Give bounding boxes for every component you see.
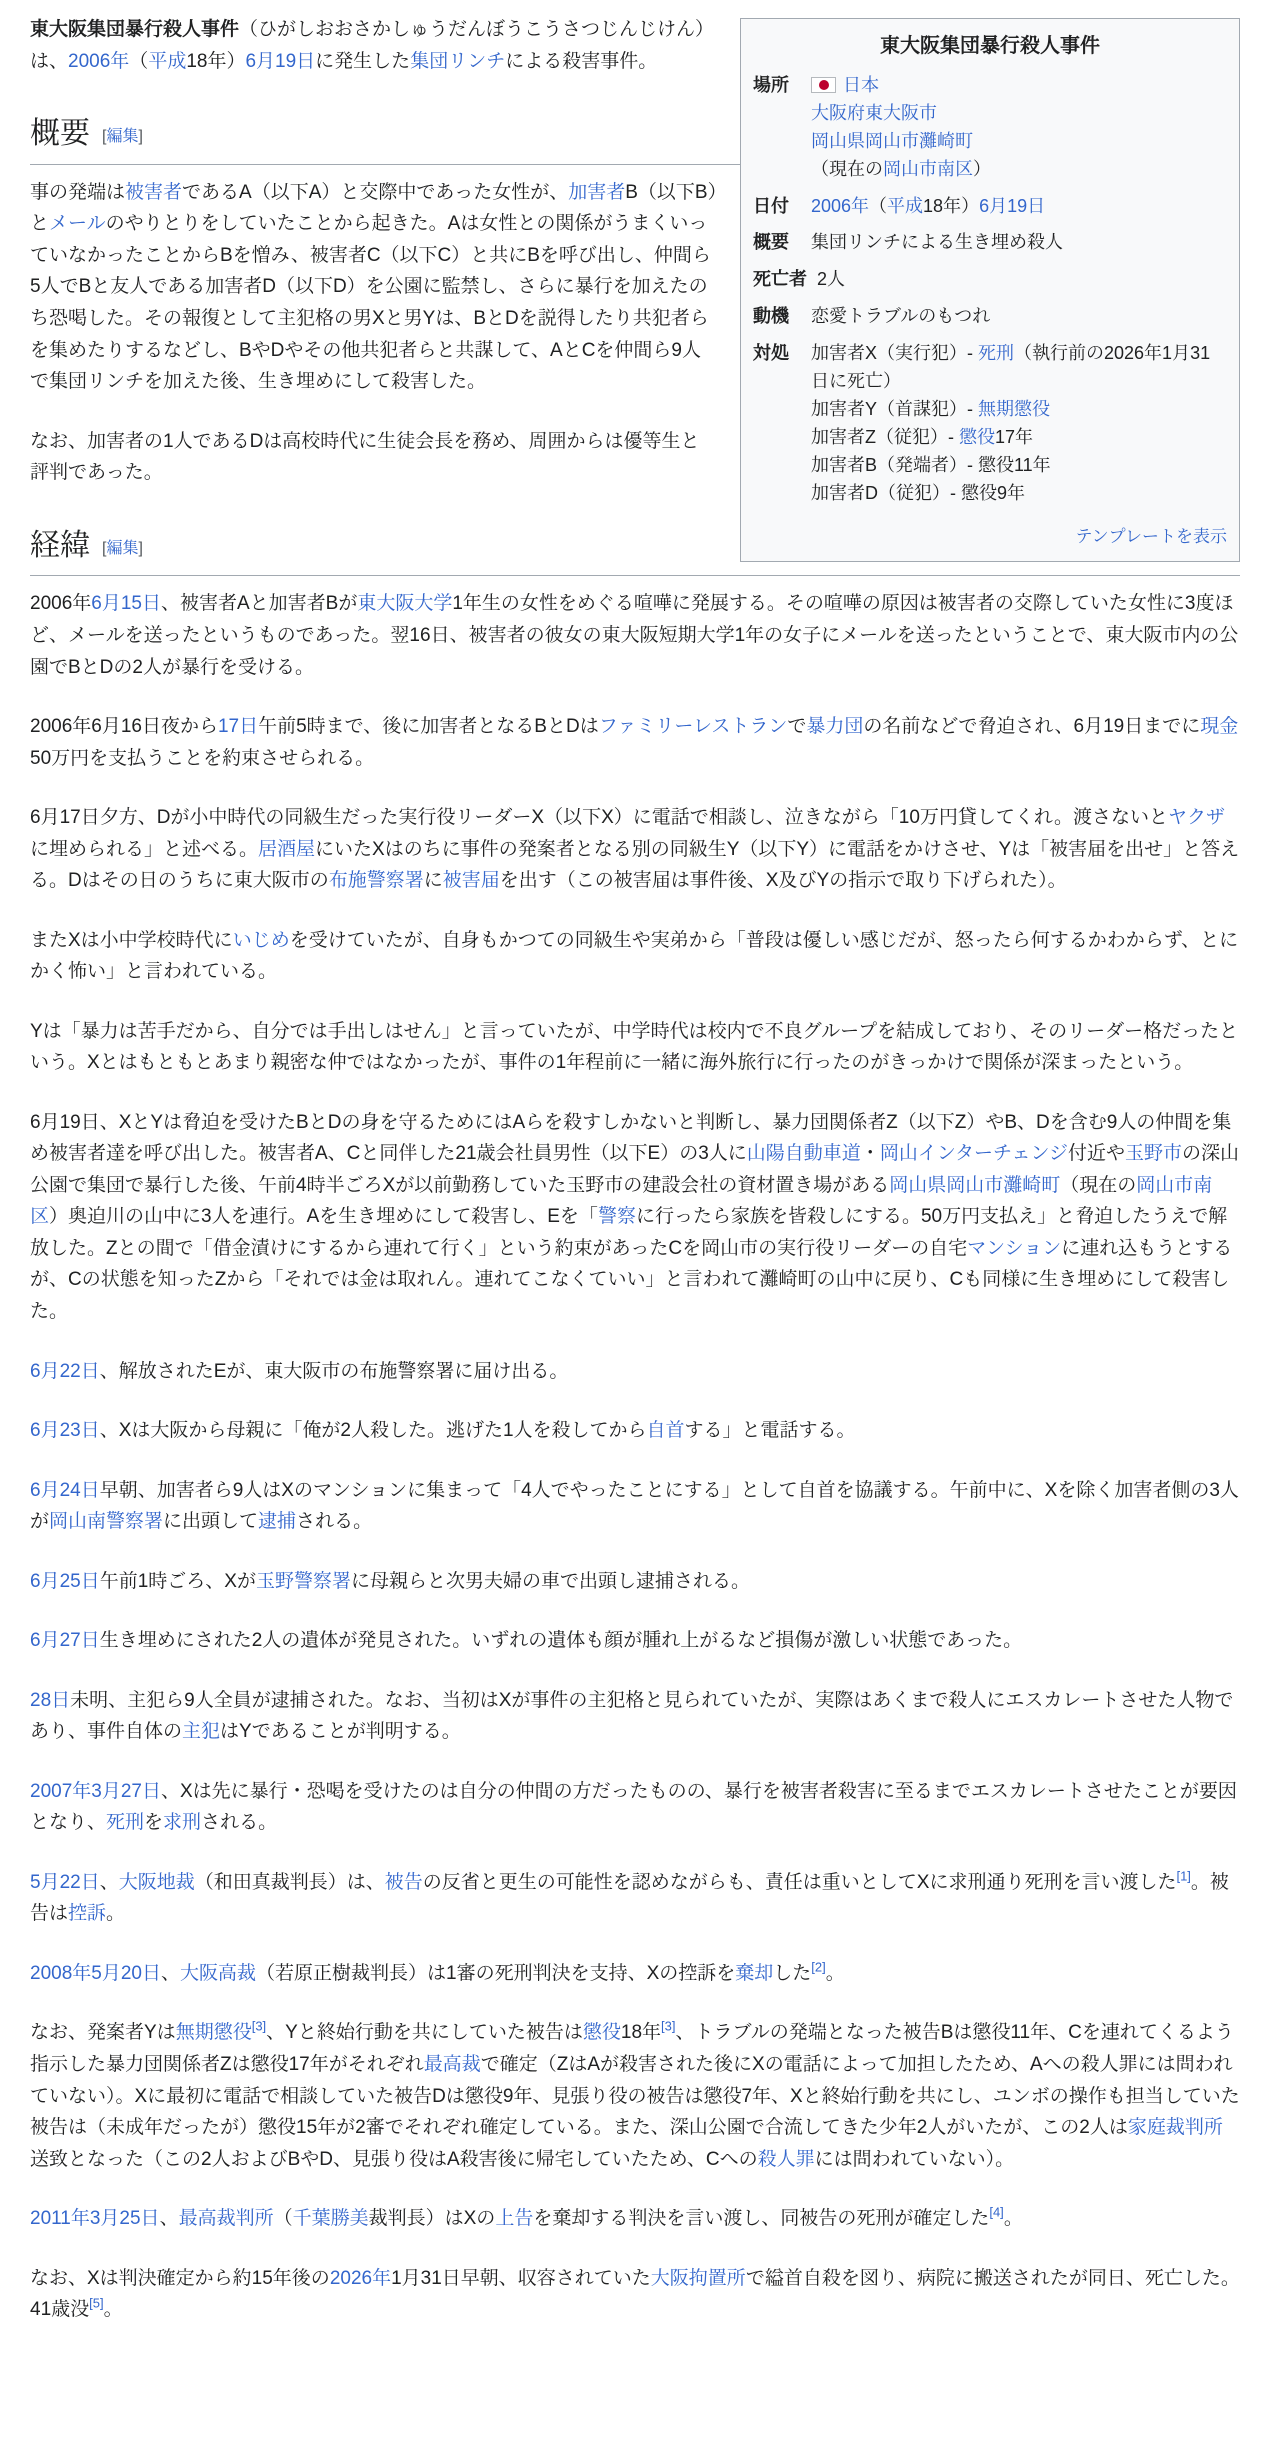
infobox-value-line: 2006年（平成18年）6月19日 <box>811 195 1046 216</box>
wiki-link[interactable]: 警察 <box>597 1206 636 1228</box>
paragraph: 2006年6月16日夜から17日午前5時まで、後に加害者となるBとDはファミリーレストランで暴力団の名前などで脅迫され、6月19日までに現金50万円を支払うことを約束させられる。 <box>30 716 1239 769</box>
wiki-link[interactable]: 大阪府東大阪市 <box>811 102 937 123</box>
paragraph: なお、Xは判決確定から約15年後の2026年1月31日早朝、収容されていた大阪拘置所で縊首自殺を図り、病院に搬送されたが同日、死亡した。41歳没[5]。 <box>30 2267 1240 2321</box>
wiki-link[interactable]: 被告 <box>384 1871 423 1893</box>
wiki-link[interactable]: 6月19日 <box>979 195 1046 216</box>
infobox-label: 日付 <box>753 195 789 216</box>
wiki-link[interactable]: 居酒屋 <box>258 838 316 860</box>
wiki-link[interactable]: 岡山県岡山市灘崎町 <box>811 130 973 151</box>
infobox-row <box>753 229 1227 257</box>
paragraph: 6月25日午前1時ごろ、Xが玉野警察署に母親らと次男夫婦の車で出頭し逮捕される。 <box>30 1570 750 1592</box>
wiki-link[interactable]: 山陽自動車道 <box>746 1143 861 1165</box>
reference-link[interactable]: [3] <box>251 2019 267 2035</box>
infobox-footer <box>753 516 1227 550</box>
wiki-link[interactable]: 平成 <box>148 50 187 72</box>
paragraph: 6月19日、XとYは脅迫を受けたBとDの身を守るためにはAらを殺すしかないと判断し、暴力団関係者Z（以下Z）やB、Dを含む9人の仲間を集め被害者達を呼び出した。被害者A、Cと同伴した21歳会社員男性（以下E）の3人に山陽自動車道・岡山インターチェンジ付近や玉野市の深山公園で集団で暴行した後、午前4時半ごろXが以前勤務していた玉野市の建設会社の資材置き場がある岡山県岡山市灘崎町（現在の岡山市南区）奥迫川の山中に3人を連行。Aを生き埋めにして殺害し、Eを「警察に行ったら家族を皆殺しにする。50万円支払え」と脅迫したうえで解放した。Zとの間で「借金漬けにするから連れて行く」という約束があったCを岡山市の実行役リーダーの自宅マンションに連れ込もうとするが、Cの状態を知ったZから「それでは金は取れん。連れてこなくていい」と言われて灘崎町の山中に戻り、Cも同様に生き埋めにして殺害した。 <box>30 1111 1240 1322</box>
wiki-link[interactable]: 集団リンチ <box>410 50 506 72</box>
infobox-row <box>753 340 1227 507</box>
paragraph: 6月24日早朝、加害者ら9人はXのマンションに集まって「4人でやったことにする」として自首を協議する。午前中に、Xを除く加害者側の3人が岡山南警察署に出頭して逮捕される。 <box>30 1479 1239 1533</box>
infobox-value <box>811 72 1227 184</box>
wiki-link[interactable]: 6月27日 <box>30 1630 100 1652</box>
infobox-row <box>753 266 1227 294</box>
wiki-link[interactable]: 2006年 <box>68 50 130 72</box>
wiki-link[interactable]: 被害者 <box>125 181 183 203</box>
paragraph: 28日未明、主犯ら9人全員が逮捕された。なお、当初はXが事件の主犯格と見られていたが、実際はあくまで殺人にエスカレートさせた人物であり、事件自体の主犯はYであることが判明する。 <box>30 1689 1234 1743</box>
infobox-row <box>753 193 1227 221</box>
wiki-link[interactable]: 最高裁判所 <box>178 2208 274 2230</box>
section-heading-text: 経緯 <box>30 528 90 562</box>
wiki-link[interactable]: 東大阪大学 <box>357 593 453 615</box>
wiki-link[interactable]: 岡山インターチェンジ <box>879 1143 1069 1165</box>
infobox-value-line <box>811 100 1227 128</box>
wiki-link[interactable]: 2007年3月27日 <box>30 1780 161 1802</box>
wiki-link[interactable]: 大阪地裁 <box>118 1871 195 1893</box>
reference-marker <box>989 2205 1003 2220</box>
infobox-value <box>811 193 1227 221</box>
wiki-link[interactable]: 被害届 <box>442 870 500 892</box>
paragraph: またXは小中学校時代にいじめを受けていたが、自身もかつての同級生や実弟から「普段は優しい感じだが、怒ったら何するかわからず、とにかく怖い」と言われている。 <box>30 929 1239 983</box>
wiki-link[interactable]: 6月23日 <box>30 1420 100 1442</box>
infobox-value <box>811 303 1227 331</box>
paragraph: 6月23日、Xは大阪から母親に「俺が2人殺した。逃げた1人を殺してから自首する」と電話する。 <box>30 1420 856 1442</box>
paragraph: なお、加害者の1人であるDは高校時代に生徒会長を務め、周囲からは優等生と評判であった。 <box>30 430 700 484</box>
reference-link[interactable]: [3] <box>661 2019 676 2035</box>
infobox-row <box>753 303 1227 331</box>
section-heading-text: 概要 <box>30 117 90 151</box>
wiki-link[interactable]: 玉野警察署 <box>255 1570 351 1592</box>
infobox-value-line <box>811 72 1227 100</box>
reference-marker <box>661 2019 675 2034</box>
wiki-link[interactable]: 5月22日 <box>30 1871 100 1893</box>
wiki-link[interactable]: 布施警察署 <box>328 870 424 892</box>
paragraph: 5月22日、大阪地裁（和田真裁判長）は、被告の反省と更生の可能性を認めながらも、責任は重いとしてXに求刑通り死刑を言い渡した[1]。被告は控訴。 <box>30 1868 1229 1925</box>
wiki-link[interactable]: 逮捕 <box>258 1511 297 1533</box>
paragraph: 2006年6月15日、被害者Aと加害者Bが東大阪大学1年生の女性をめぐる喧嘩に発展する。その喧嘩の原因は被害者の交際していた女性に3度ほど、メールを送ったというものであった。翌16日、被害者の彼女の東大阪短期大学1年の女子にメールを送ったということで、東大阪市内の公園でBとDの2人が暴行を受ける。 <box>30 593 1239 678</box>
template-view-link[interactable]: テンプレートを表示 <box>1075 527 1227 547</box>
edit-section: [編集] <box>102 539 143 557</box>
infobox-value-line: 加害者Y（首謀犯）- 無期懲役 <box>811 398 1051 419</box>
wiki-link[interactable]: 控訴 <box>68 1903 107 1925</box>
wiki-link[interactable]: 現金 <box>1200 716 1239 738</box>
wiki-link[interactable]: 主犯 <box>182 1721 221 1743</box>
infobox-value <box>811 229 1227 257</box>
wiki-link[interactable]: 無期懲役 <box>175 2022 252 2044</box>
wiki-link[interactable]: 2026年 <box>329 2267 392 2289</box>
reference-link[interactable]: [1] <box>1176 1868 1191 1884</box>
infobox-value-line: 恋愛トラブルのもつれ <box>811 306 991 327</box>
wiki-link[interactable]: 6月22日 <box>30 1360 100 1382</box>
wiki-link[interactable]: 上告 <box>495 2208 534 2230</box>
wiki-link[interactable]: 岡山市南区 <box>883 158 973 179</box>
wiki-link[interactable]: 玉野市 <box>1125 1143 1183 1165</box>
wiki-link[interactable]: 6月19日 <box>245 50 316 72</box>
wiki-link[interactable]: 2011年3月25日 <box>30 2208 160 2230</box>
infobox-label: 場所 <box>753 75 789 95</box>
infobox-label: 概要 <box>753 232 789 253</box>
infobox-row <box>753 72 1227 184</box>
paragraph: 6月17日夕方、Dが小中時代の同級生だった実行役リーダーX（以下X）に電話で相談し、泣きながら「10万円貸してくれ。渡さないとヤクザに埋められる」と述べる。居酒屋にいたXはのちに事件の発案者となる別の同級生Y（以下Y）に電話をかけさせ、Yは「被害届を出せ」と答える。Dはその日のうちに東大阪市の布施警察署に被害届を出す（この被害届は事件後、X及びYの指示で取り下げられた）。 <box>30 807 1240 892</box>
wiki-link[interactable]: 懲役 <box>582 2022 621 2044</box>
edit-link[interactable]: 編集 <box>106 128 139 146</box>
reference-link[interactable]: [4] <box>989 2204 1004 2220</box>
wiki-link[interactable]: 大阪拘置所 <box>650 2267 746 2289</box>
infobox-label: 動機 <box>753 306 789 327</box>
reference-link[interactable]: [2] <box>811 1959 826 1975</box>
wiki-link[interactable]: 暴力団 <box>806 716 864 738</box>
wiki-link[interactable]: 日本 <box>843 75 879 95</box>
infobox-value-line: 加害者X（実行犯）- 死刑（執行前の2026年1月31日に死亡） <box>811 343 1211 392</box>
article-title-bold: 東大阪集団暴行殺人事件 <box>30 19 240 40</box>
wiki-link[interactable]: 6月15日 <box>91 593 161 615</box>
wiki-link[interactable]: 殺人罪 <box>757 2148 815 2170</box>
wiki-link[interactable]: 無期懲役 <box>978 398 1051 419</box>
paragraph: Yは「暴力は苦手だから、自分では手出しはせん」と言っていたが、中学時代は校内で不良グループを結成しており、そのリーダー格だったという。Xとはもともとあまり親密な仲ではなかったが、事件の1年程前に一緒に海外旅行に行ったのがきっかけで関係が深まったという。 <box>30 1020 1239 1074</box>
wiki-link[interactable]: 求刑 <box>163 1812 202 1834</box>
edit-section: [編集] <box>102 128 143 146</box>
wiki-link[interactable]: 自首 <box>646 1420 685 1442</box>
reference-marker <box>89 2296 103 2311</box>
paragraph: 2011年3月25日、最高裁判所（千葉勝美裁判長）はXの上告を棄却する判決を言い渡し、同被告の死刑が確定した[4]。 <box>30 2204 1023 2230</box>
wiki-link[interactable]: 家庭裁判所 <box>1127 2117 1223 2139</box>
wiki-link[interactable]: メール <box>49 213 106 235</box>
wiki-link[interactable]: 死刑 <box>106 1812 145 1834</box>
japan-flag-icon <box>811 77 836 93</box>
wiki-link[interactable]: 懲役 <box>959 426 995 447</box>
reference-marker <box>811 1960 825 1975</box>
lead-paragraph: 東大阪集団暴行殺人事件（ひがしおおさかしゅうだんぼうこうさつじんじけん）は、2006年（平成18年）6月19日に発生した集団リンチによる殺害事件。 <box>30 19 715 72</box>
wiki-link[interactable]: 28日 <box>30 1689 71 1711</box>
wiki-link[interactable]: 加害者 <box>568 181 626 203</box>
wiki-link[interactable]: ヤクザ <box>1168 807 1226 829</box>
reference-link[interactable]: [5] <box>89 2295 104 2311</box>
infobox-value-line: 2人 <box>817 269 846 290</box>
paragraph: 2007年3月27日、Xは先に暴行・恐喝を受けたのは自分の仲間の方だったものの、暴行を被害者殺害に至るまでエスカレートさせたことが要因となり、死刑を求刑される。 <box>30 1780 1237 1834</box>
wiki-link[interactable]: 17日 <box>217 716 259 738</box>
edit-link[interactable]: 編集 <box>106 539 139 557</box>
infobox-label: 死亡者 <box>753 269 807 290</box>
reference-marker <box>1176 1869 1190 1884</box>
wiki-link[interactable]: 棄却 <box>735 1962 774 1984</box>
wiki-link[interactable]: 千葉勝美 <box>292 2208 369 2230</box>
paragraph: 2008年5月20日、大阪高裁（若原正樹裁判長）は1審の死刑判決を支持、Xの控訴を棄却した[2]。 <box>30 1959 845 1984</box>
wiki-link[interactable]: 2006年 <box>811 195 870 216</box>
wiki-link[interactable]: 死刑 <box>978 343 1015 364</box>
wiki-link[interactable]: マンション <box>967 1237 1062 1259</box>
paragraph: なお、発案者Yは無期懲役[3]、Yと終始行動を共にしていた被告は懲役18年[3]、トラブルの発端となった被告Bは懲役11年、Cを連れてくるよう指示した暴力団関係者Zは懲役17年がそれぞれ最高裁で確定（ZはAが殺害された後にXの電話によって加担したため、Aへの殺人罪には問われていない）。Xに最初に電話で相談していた被告Dは懲役9年、見張り役の被告は懲役7年、Xと終始行動を共にし、ユンボの操作も担当していた被告は（未成年だったが）懲役15年が2審でそれぞれ確定している。また、深山公園で合流してきた少年2人がいたが、この2人は家庭裁判所送致となった（この2人およびBやD、見張り役はA殺害後に帰宅していたため、Cへの殺人罪には問われていない）。 <box>30 2019 1240 2170</box>
wiki-link[interactable]: 6月25日 <box>30 1570 100 1592</box>
wiki-link[interactable]: いじめ <box>232 929 290 951</box>
reference-marker <box>252 2019 266 2034</box>
wiki-link[interactable]: ファミリーレストラン <box>598 716 788 738</box>
wiki-link[interactable]: 岡山市南区 <box>30 1174 1213 1228</box>
infobox-rows <box>753 72 1227 507</box>
infobox <box>740 18 1240 562</box>
infobox-value-line: （現在の岡山市南区） <box>811 158 991 179</box>
paragraph: 6月22日、解放されたEが、東大阪市の布施警察署に届け出る。 <box>30 1360 569 1382</box>
paragraph: 6月27日生き埋めにされた2人の遺体が発見された。いずれの遺体も顔が腫れ上がるなど損傷が激しい状態であった。 <box>30 1630 1023 1652</box>
wiki-link[interactable]: 6月24日 <box>30 1479 100 1501</box>
infobox-value-line: 加害者B（発端者）- 懲役11年 <box>811 454 1051 475</box>
infobox-value <box>817 266 1227 294</box>
wiki-link[interactable]: 2008年5月20日 <box>30 1962 161 1984</box>
wiki-link[interactable]: 最高裁 <box>423 2053 481 2075</box>
flag-sun-disc <box>819 80 829 90</box>
wiki-link[interactable]: 岡山県岡山市灘崎町 <box>889 1174 1061 1196</box>
infobox-title: 東大阪集団暴行殺人事件 <box>880 35 1100 57</box>
infobox-value <box>811 340 1227 507</box>
infobox-label: 対処 <box>753 343 789 364</box>
infobox-value-line <box>811 128 1227 156</box>
infobox-value-line: 加害者D（従犯）- 懲役9年 <box>811 482 1026 503</box>
infobox-value-line: 加害者Z（従犯）- 懲役17年 <box>811 426 1034 447</box>
infobox-value-line: 集団リンチによる生き埋め殺人 <box>811 232 1063 253</box>
wiki-link[interactable]: 大阪高裁 <box>179 1962 256 1984</box>
wiki-link[interactable]: 岡山南警察署 <box>49 1511 164 1533</box>
paragraph: 事の発端は被害者であるA（以下A）と交際中であった女性が、加害者B（以下B）とメールのやりとりをしていたことから起きた。Aは女性との関係がうまくいっていなかったことからBを憎み、被害者C（以下C）と共にBを呼び出し、仲間ら5人でBと友人である加害者D（以下D）を公園に監禁し、さらに暴行を加えたのち恐喝した。その報復として主犯格の男Xと男Yは、BとDを説得したり共犯者らを集めたりするなどし、BやDやその他共犯者らと共謀して、AとCを仲間ら9人で集団リンチを加えた後、生き埋めにして殺害した。 <box>30 181 718 393</box>
wiki-link[interactable]: 平成 <box>887 195 924 216</box>
